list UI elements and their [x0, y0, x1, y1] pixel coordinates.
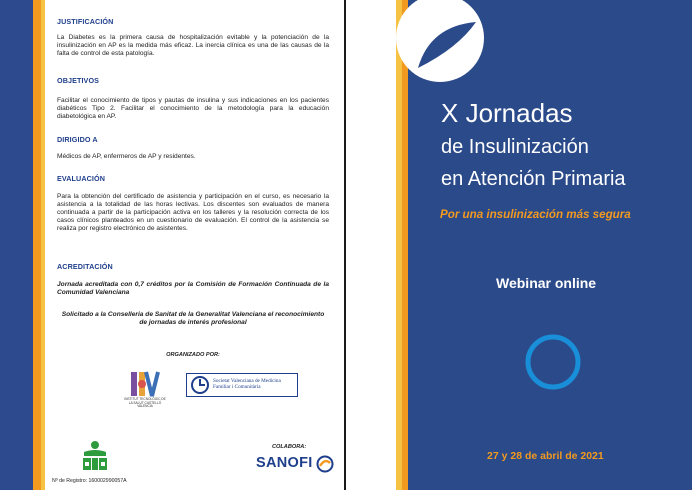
left-yellow-strip [41, 0, 45, 490]
svmfyc-logo [186, 373, 298, 397]
cover-title-line-1: X Jornadas [441, 98, 573, 128]
svmfyc-line-2: Familiar i Comunitària [213, 384, 261, 391]
sanofi-mark-icon [316, 455, 334, 473]
section-body-evaluacion: Para la obtención del certificado de asistencia y participación en el curso, es necesario la asistencia a la totalidad de las horas lectivas. Los discentes son evaluados de manera continuada a partir de la participación activa en los talleres y la resolución correcta de los casos clínicos planteados en un cuestionario de evaluación. El control de la asistencia se realiza por registro electrónico de asistentes. [57, 193, 329, 233]
itv-logo-caption: INSTITUT TECNOLÒGIC DE LA SALUT CASTELLÓ VALENCIA [124, 397, 166, 409]
jornadas-emblem-icon [388, 0, 488, 94]
cover-slogan: Por una insulinización más segura [440, 208, 631, 221]
sanofi-logo-text: SANOFI [256, 455, 313, 471]
section-body-objetivos: Facilitar el conocimiento de tipos y pautas de insulina y sus indicaciones en los pacientes diabéticos Tipo 2. Facilitar el conocimiento de la metodología para la educación diabetológica en AP. [57, 97, 329, 121]
section-heading-evaluacion: EVALUACIÓN [57, 174, 105, 183]
registro-logo [80, 440, 110, 474]
itv-logo [130, 370, 160, 398]
section-body-dirigido: Médicos de AP, enfermeros de AP y residentes. [57, 153, 196, 160]
svmfyc-line-1: Societat Valenciana de Medicina [213, 378, 281, 384]
section-heading-objetivos: OBJETIVOS [57, 76, 100, 85]
section-body-justificacion: La Diabetes es la primera causa de hospitalización evitable y la potenciación de la insulinización en AP es la medida más eficaz. La inercia clínica es una de las causas de la falta de control de esta patología. [57, 34, 329, 58]
event-dates: 27 y 28 de abril de 2021 [487, 450, 604, 462]
cover-title-line-2: de Insulinización [441, 136, 589, 158]
webinar-label: Webinar online [496, 275, 597, 291]
left-blue-strip [0, 0, 33, 490]
colabora-label: COLABORA: [272, 444, 307, 450]
ring-icon [524, 333, 582, 391]
cover-title-line-3: en Atención Primaria [441, 168, 626, 190]
registro-number: Nº de Registro: 160002990057A [52, 478, 127, 484]
solicitado-note: Solicitado a la Conselleria de Sanitat de la Generalitat Valenciana el reconocimiento de jornadas de interés profesional [61, 311, 325, 327]
section-heading-justificacion: JUSTIFICACIÓN [57, 17, 114, 26]
organizado-label: ORGANIZADO POR: [166, 352, 220, 358]
left-orange-strip [33, 0, 41, 490]
section-heading-dirigido: DIRIGIDO A [57, 135, 98, 144]
section-body-acreditacion: Jornada acreditada con 0,7 créditos por la Comisión de Formación Continuada de la Comunidad Valenciana [57, 281, 329, 297]
section-heading-acreditacion: ACREDITACIÓN [57, 262, 113, 271]
